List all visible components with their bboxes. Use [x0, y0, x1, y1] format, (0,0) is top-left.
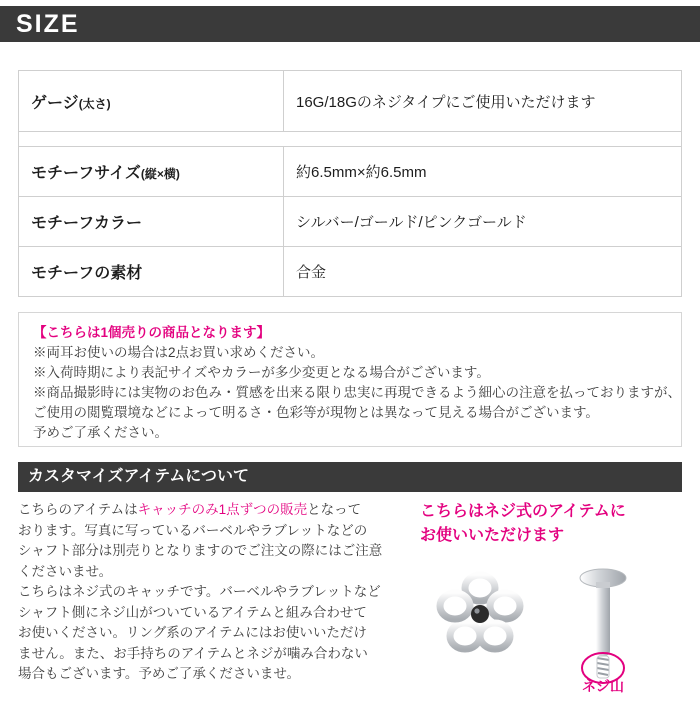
notes-box: [18, 312, 682, 447]
customize-text-emphasis: キャッチのみ1点ずつの販売: [137, 502, 308, 517]
spec-table: [18, 70, 682, 297]
note-line: ※入荷時期により表記サイズやカラーが多少変更となる場合がございます。: [33, 365, 490, 380]
size-section-header: [0, 6, 700, 42]
screw-thread: [597, 658, 609, 675]
table-row: [19, 197, 682, 247]
screw-type-headline-line2: お使いいただけます: [420, 527, 565, 544]
table-spacer-cell: [19, 132, 682, 147]
customize-line: [18, 500, 418, 521]
customize-text: となって: [307, 502, 362, 517]
screw-callout-label: ネジ山: [582, 678, 624, 694]
spec-label-gauge: [19, 71, 284, 132]
screw-type-headline-line1: こちらはネジ式のアイテムに: [420, 503, 626, 520]
table-row: [19, 247, 682, 297]
spec-value-motif-color: シルバー/ゴールド/ピンクゴールド: [284, 197, 682, 247]
size-section-title: SIZE: [16, 9, 80, 38]
note-line: ※商品撮影時には実物のお色み・質感を出来る限り忠実に再現できるよう細心の注意を払っておりますが、: [33, 385, 681, 400]
customize-line: ません。また、お手持ちのアイテムとネジが噛み合わない: [18, 645, 368, 661]
spec-value-gauge: 16G/18Gのネジタイプにご使用いただけます: [284, 71, 682, 132]
customize-line: シャフト部分は別売りとなりますのでご注文の際にはご注意: [18, 543, 383, 558]
labret-post-icon: [580, 569, 626, 678]
customize-line: シャフト側にネジ山がついているアイテムと組み合わせて: [18, 604, 367, 620]
customize-section-header: [18, 462, 682, 492]
spec-label-sub: (太さ): [78, 96, 111, 111]
customize-body-text: [18, 500, 418, 685]
note-line: ※両耳お使いの場合は2点お買い求めください。: [33, 345, 325, 360]
customize-text: こちらのアイテムは: [18, 502, 138, 517]
table-spacer-row: [19, 132, 682, 147]
customize-line: くださいませ。: [18, 563, 113, 579]
customize-section-title: カスタマイズアイテムについて: [28, 468, 249, 485]
product-illustration: [420, 556, 688, 676]
spec-label-text: モチーフカラー: [31, 215, 143, 232]
table-row: [19, 71, 682, 132]
customize-line: おります。写真に写っているバーベルやラブレットなどの: [18, 522, 368, 538]
note-line-highlight: 【こちらは1個売りの商品となります】: [33, 325, 271, 340]
spec-label-motif-color: [19, 197, 284, 247]
customize-line: お使いください。リング系のアイテムにはお使いいただけ: [18, 625, 367, 640]
spec-label-text: モチーフサイズ: [31, 165, 141, 182]
table-row: [19, 147, 682, 197]
screw-type-panel: [420, 500, 688, 696]
note-line: 予めご了承ください。: [33, 425, 168, 440]
customize-line: 場合もございます。予めご了承くださいませ。: [18, 666, 301, 681]
customize-line: こちらはネジ式のキャッチです。バーベルやラブレットなど: [18, 584, 381, 599]
spec-label-motif-material: [19, 247, 284, 297]
spec-value-motif-size: 約6.5mm×約6.5mm: [284, 147, 682, 197]
spec-label-motif-size: [19, 147, 284, 197]
spec-label-text: モチーフの素材: [31, 265, 143, 282]
spec-label-text: ゲージ: [31, 94, 79, 112]
note-line: ご使用の閲覧環境などによって明るさ・色彩等が現物とは異なって見える場合がございます。: [33, 405, 599, 420]
spec-label-sub: (縦×横): [140, 167, 180, 181]
flower-catch-icon: [440, 575, 520, 649]
spec-value-motif-material: 合金: [284, 247, 682, 297]
jewelry-illustration-svg: [420, 556, 688, 696]
